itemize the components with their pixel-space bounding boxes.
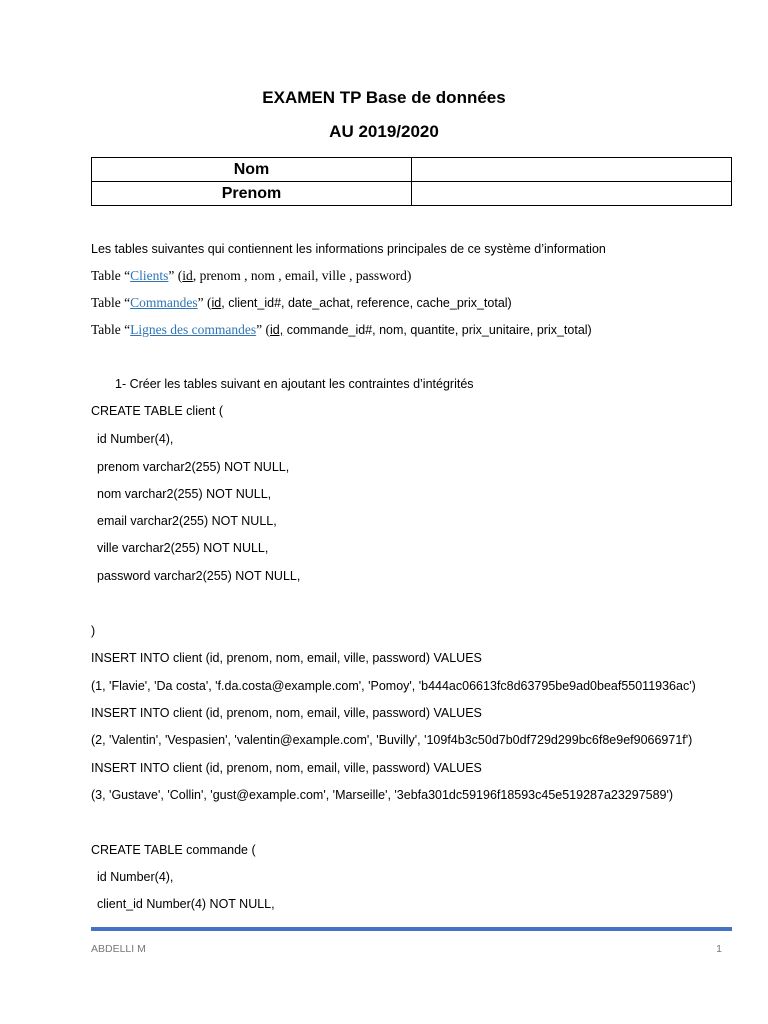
page-number: 1 <box>716 943 722 955</box>
sql-line: INSERT INTO client (id, prenom, nom, email, ville, password) VALUES <box>91 706 482 720</box>
sql-line: client_id Number(4) NOT NULL, <box>97 897 275 911</box>
table-clients-def: Table “Clients” (id, prenom , nom , email, ville , password) <box>91 268 412 283</box>
table-row <box>92 182 732 206</box>
clients-link[interactable]: Clients <box>130 268 169 283</box>
sql-line: CREATE TABLE client ( <box>91 404 223 418</box>
table-commandes-def: Table “Commandes” (id, client_id#, date_achat, reference, cache_prix_total) <box>91 295 512 310</box>
exam-title: EXAMEN TP Base de données <box>262 88 506 107</box>
commandes-link[interactable]: Commandes <box>130 295 198 310</box>
sql-line: ville varchar2(255) NOT NULL, <box>97 541 269 555</box>
footer-author: ABDELLI M <box>91 943 146 955</box>
sql-line: (1, 'Flavie', 'Da costa', 'f.da.costa@example.com', 'Pomoy', 'b444ac06613fc8d63795be9ad0beaf55011936ac') <box>91 679 696 693</box>
sql-line: (3, 'Gustave', 'Collin', 'gust@example.com', 'Marseille', '3ebfa301dc59196f18593c45e519287a23297589') <box>91 788 674 802</box>
sql-line: id Number(4), <box>97 432 174 446</box>
nom-value <box>412 158 732 182</box>
footer-divider <box>91 927 732 931</box>
sql-line: INSERT INTO client (id, prenom, nom, email, ville, password) VALUES <box>91 651 482 665</box>
sql-line: email varchar2(255) NOT NULL, <box>97 514 277 528</box>
sql-line: CREATE TABLE commande ( <box>91 843 256 857</box>
lignes-commandes-link[interactable]: Lignes des commandes <box>130 322 257 337</box>
sql-line: (2, 'Valentin', 'Vespasien', 'valentin@example.com', 'Buvilly', '109f4b3c50d7b0df729d299bc6f8e9ef9066971f') <box>91 733 693 747</box>
sql-line: INSERT INTO client (id, prenom, nom, email, ville, password) VALUES <box>91 761 482 775</box>
table-lignes-def: Table “Lignes des commandes” (id, commande_id#, nom, quantite, prix_unitaire, prix_total) <box>91 322 592 337</box>
prenom-value <box>412 182 732 206</box>
prenom-label: Prenom <box>92 182 412 206</box>
intro-text: Les tables suivantes qui contiennent les informations principales de ce système d’information <box>91 242 606 256</box>
table-row <box>92 158 732 182</box>
sql-line: prenom varchar2(255) NOT NULL, <box>97 460 290 474</box>
sql-line: password varchar2(255) NOT NULL, <box>97 569 301 583</box>
sql-line: ) <box>91 624 96 638</box>
sql-line: nom varchar2(255) NOT NULL, <box>97 487 272 501</box>
sql-line: id Number(4), <box>97 870 174 884</box>
nom-label: Nom <box>92 158 412 182</box>
question-1: 1- Créer les tables suivant en ajoutant les contraintes d’intégrités <box>115 377 474 391</box>
academic-year: AU 2019/2020 <box>329 122 439 141</box>
student-id-table <box>91 157 732 206</box>
